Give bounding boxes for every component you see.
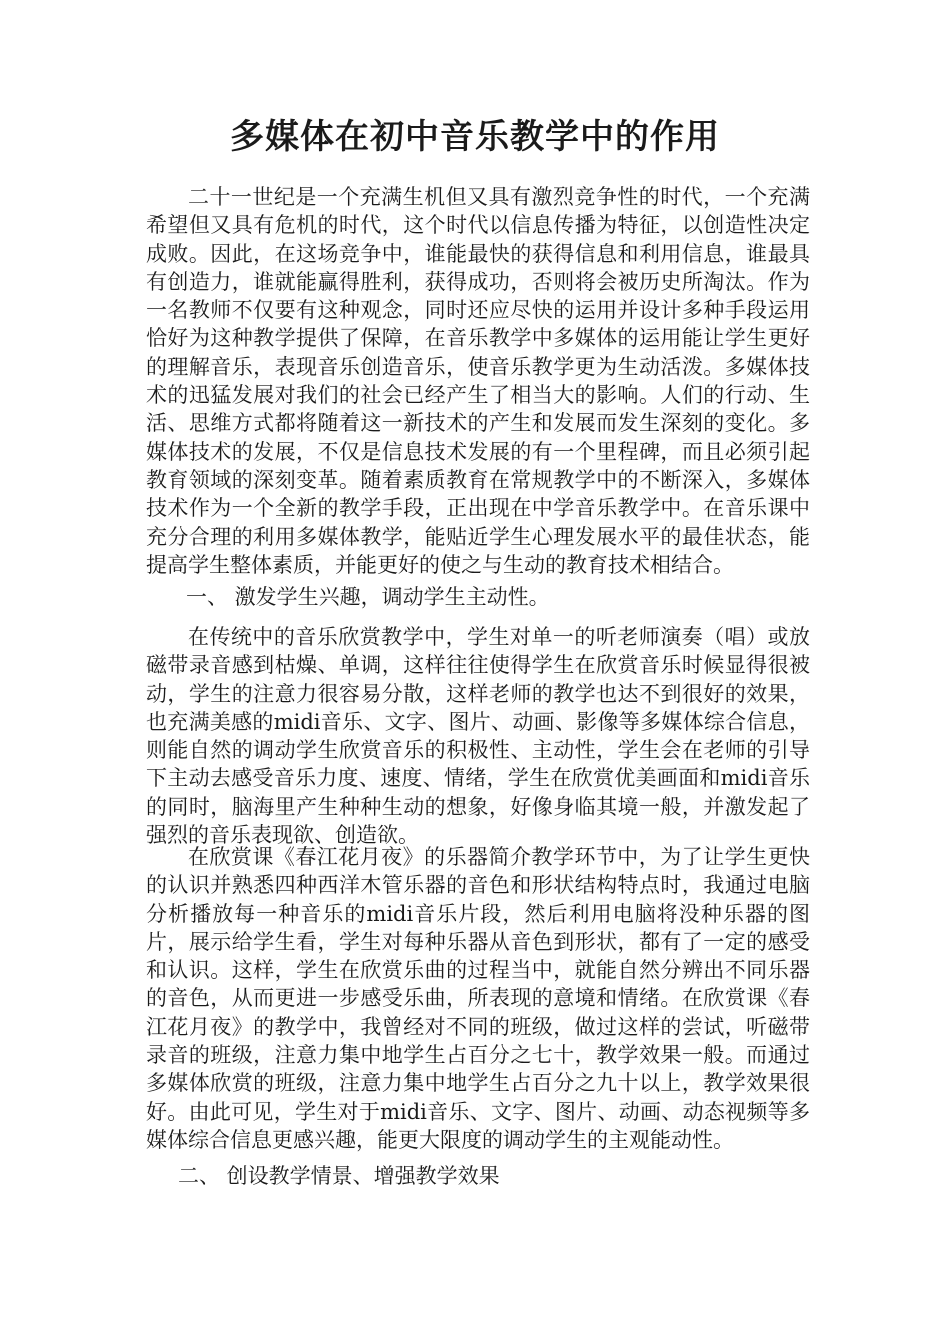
body-paragraph: 二十一世纪是一个充满生机但又具有激烈竞争性的时代，一个充满希望但又具有危机的时代，这个时代以信息传播为特征，以创造性决定成败。因此，在这场竞争中，谁能最快的获得信息和利用信息，谁最具有创造力，谁就能赢得胜利，获得成功，否则将会被历史所淘汰。作为一名教师不仅要有这种观念，同时还应尽快的运用并设计多种手段运用恰好为这种教学提供了保障，在音乐教学中多媒体的运用能让学生更好的理解音乐，表现音乐创造音乐，使音乐教学更为生动活泼。多媒体技术的迅猛发展对我们的社会已经产生了相当大的影响。人们的行动、生活、思维方式都将随着这一新技术的产生和发展而发生深刻的变化。多媒体技术的发展，不仅是信息技术发展的有一个里程碑，而且必须引起教育领域的深刻变革。随着素质教育在常规教学中的不断深入，多媒体技术作为一个全新的教学手段，正出现在中学音乐教学中。在音乐课中充分合理的利用多媒体教学，能贴近学生心理发展水平的最佳状态，能提高学生整体素质，并能更好的使之与生动的教育技术相结合。 <box>146 185 810 577</box>
document-title: 多媒体在初中音乐教学中的作用 <box>230 117 720 157</box>
section-heading: 二、 创设教学情景、增强教学效果 <box>178 1164 500 1188</box>
body-paragraph: 在传统中的音乐欣赏教学中，学生对单一的听老师演奏（唱）或放磁带录音感到枯燥、单调，这样往往使得学生在欣赏音乐时候显得很被动，学生的注意力很容易分散，这样老师的教学也达不到很好的效果，也充满美感的midi音乐、文字、图片、动画、影像等多媒体综合信息，则能自然的调动学生欣赏音乐的积极性、主动性，学生会在老师的引导下主动去感受音乐力度、速度、情绪，学生在欣赏优美画面和midi音乐的同时，脑海里产生种种生动的想象，好像身临其境一般，并激发起了强烈的音乐表现欲、创造欲。 <box>146 625 810 848</box>
body-paragraph: 在欣赏课《春江花月夜》的乐器简介教学环节中，为了让学生更快的认识并熟悉四种西洋木管乐器的音色和形状结构特点时，我通过电脑分析播放每一种音乐的midi音乐片段，然后利用电脑将没种乐器的图片，展示给学生看，学生对每种乐器从音色到形状，都有了一定的感受和认识。这样，学生在欣赏乐曲的过程当中，就能自然分辨出不同乐器的音色，从而更进一步感受乐曲，所表现的意境和情绪。在欣赏课《春江花月夜》的教学中，我曾经对不同的班级，做过这样的尝试，听磁带录音的班级，注意力集中地学生占百分之七十，教学效果一般。而通过多媒体欣赏的班级，注意力集中地学生占百分之九十以上，教学效果很好。由此可见，学生对于midi音乐、文字、图片、动画、动态视频等多媒体综合信息更感兴趣，能更大限度的调动学生的主观能动性。 <box>146 845 810 1152</box>
section-heading: 一、 激发学生兴趣，调动学生主动性。 <box>186 585 550 609</box>
